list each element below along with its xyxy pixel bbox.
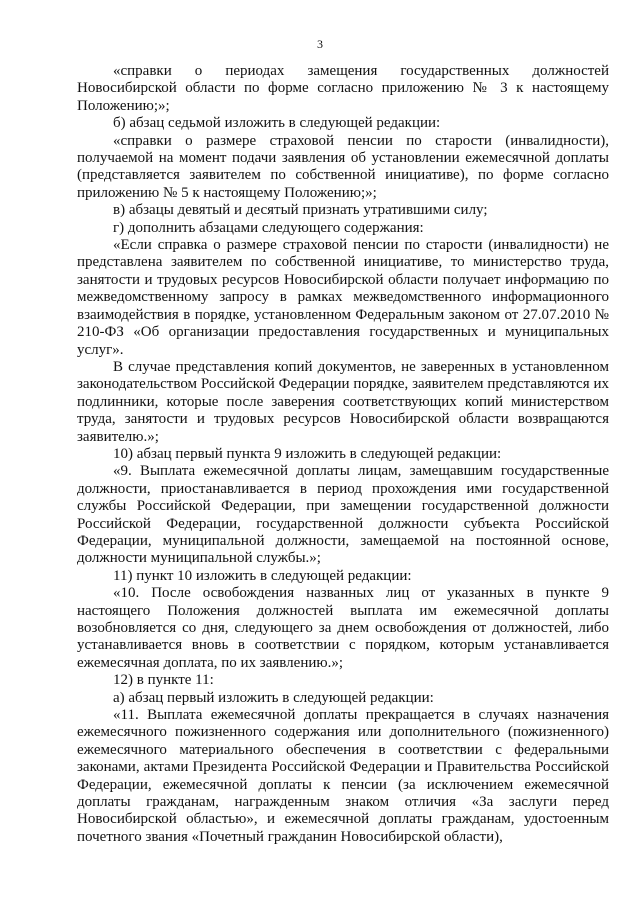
- document-body: [77, 63, 609, 846]
- page-number: 3: [317, 37, 323, 51]
- paragraph: в) абзацы девятый и десятый признать утратившими силу;: [113, 202, 488, 219]
- paragraph: 11) пункт 10 изложить в следующей редакции:: [113, 567, 412, 584]
- paragraph: г) дополнить абзацами следующего содержания:: [113, 219, 424, 236]
- paragraph: «11. Выплата ежемесячной доплаты прекращается в случаях назначения ежемесячного пожизненного содержания или дополнительного (пожизненного) ежемесячного материального обеспечения в соответствии с федеральными законами, актами Президента Российской Федерации и Правительства Российской Федерации, ежемесячной доплаты к пенсии (за исключением ежемесячной доплаты гражданам, награжденным знаком отличия «За заслуги перед Новосибирской областью», и ежемесячной доплаты гражданам, удостоенным почетного звания «Почетный гражданин Новосибирской области),: [77, 707, 609, 845]
- paragraph: а) абзац первый изложить в следующей редакции:: [113, 689, 434, 706]
- paragraph: 10) абзац первый пункта 9 изложить в следующей редакции:: [113, 445, 502, 462]
- paragraph: В случае представления копий документов, не заверенных в установленном законодательством Российской Федерации порядке, заявителем представляются их подлинники, которые после заверения соответствующих копий министерством труда, занятости и трудовых ресурсов Новосибирской области возвращаются заявителю.»;: [77, 358, 609, 445]
- paragraph: 12) в пункте 11:: [113, 672, 214, 689]
- paragraph: «справки о периодах замещения государственных должностей Новосибирской области по форме согласно приложению № 3 к настоящему Положению;»;: [77, 63, 609, 114]
- paragraph: «9. Выплата ежемесячной доплаты лицам, замещавшим государственные должности, приостанавливается в период прохождения ими государственной службы Российской Федерации, при замещении государственной должности Российской Федерации, государственной должности субъекта Российской Федерации, муниципальной должности, замещаемой на постоянной основе, должности муниципальной службы.»;: [77, 463, 609, 567]
- paragraph: б) абзац седьмой изложить в следующей редакции:: [113, 115, 441, 132]
- paragraph: «справки о размере страховой пенсии по старости (инвалидности), получаемой на момент подачи заявления об установлении ежемесячной доплаты (представляется заявителем по собственной инициативе), по форме согласно приложению № 5 к настоящему Положению;»;: [77, 132, 609, 201]
- paragraph: «10. После освобождения названных лиц от указанных в пункте 9 настоящего Положения должностей выплата им ежемесячной доплаты возобновляется со дня, следующего за днем освобождения от должностей, либо устанавливается вновь в соответствии с порядком, которым устанавливается ежемесячная доплата, по их заявлению.»;: [77, 585, 609, 671]
- paragraph: «Если справка о размере страховой пенсии по старости (инвалидности) не представлена заявителем по собственной инициативе, то министерство труда, занятости и трудовых ресурсов Новосибирской области получает информацию по межведомственному запросу в рамках межведомственного информационного взаимодействия в порядке, установленном Федеральным законом от 27.07.2010 № 210-ФЗ «Об организации предоставления государственных и муниципальных услуг».: [77, 237, 609, 358]
